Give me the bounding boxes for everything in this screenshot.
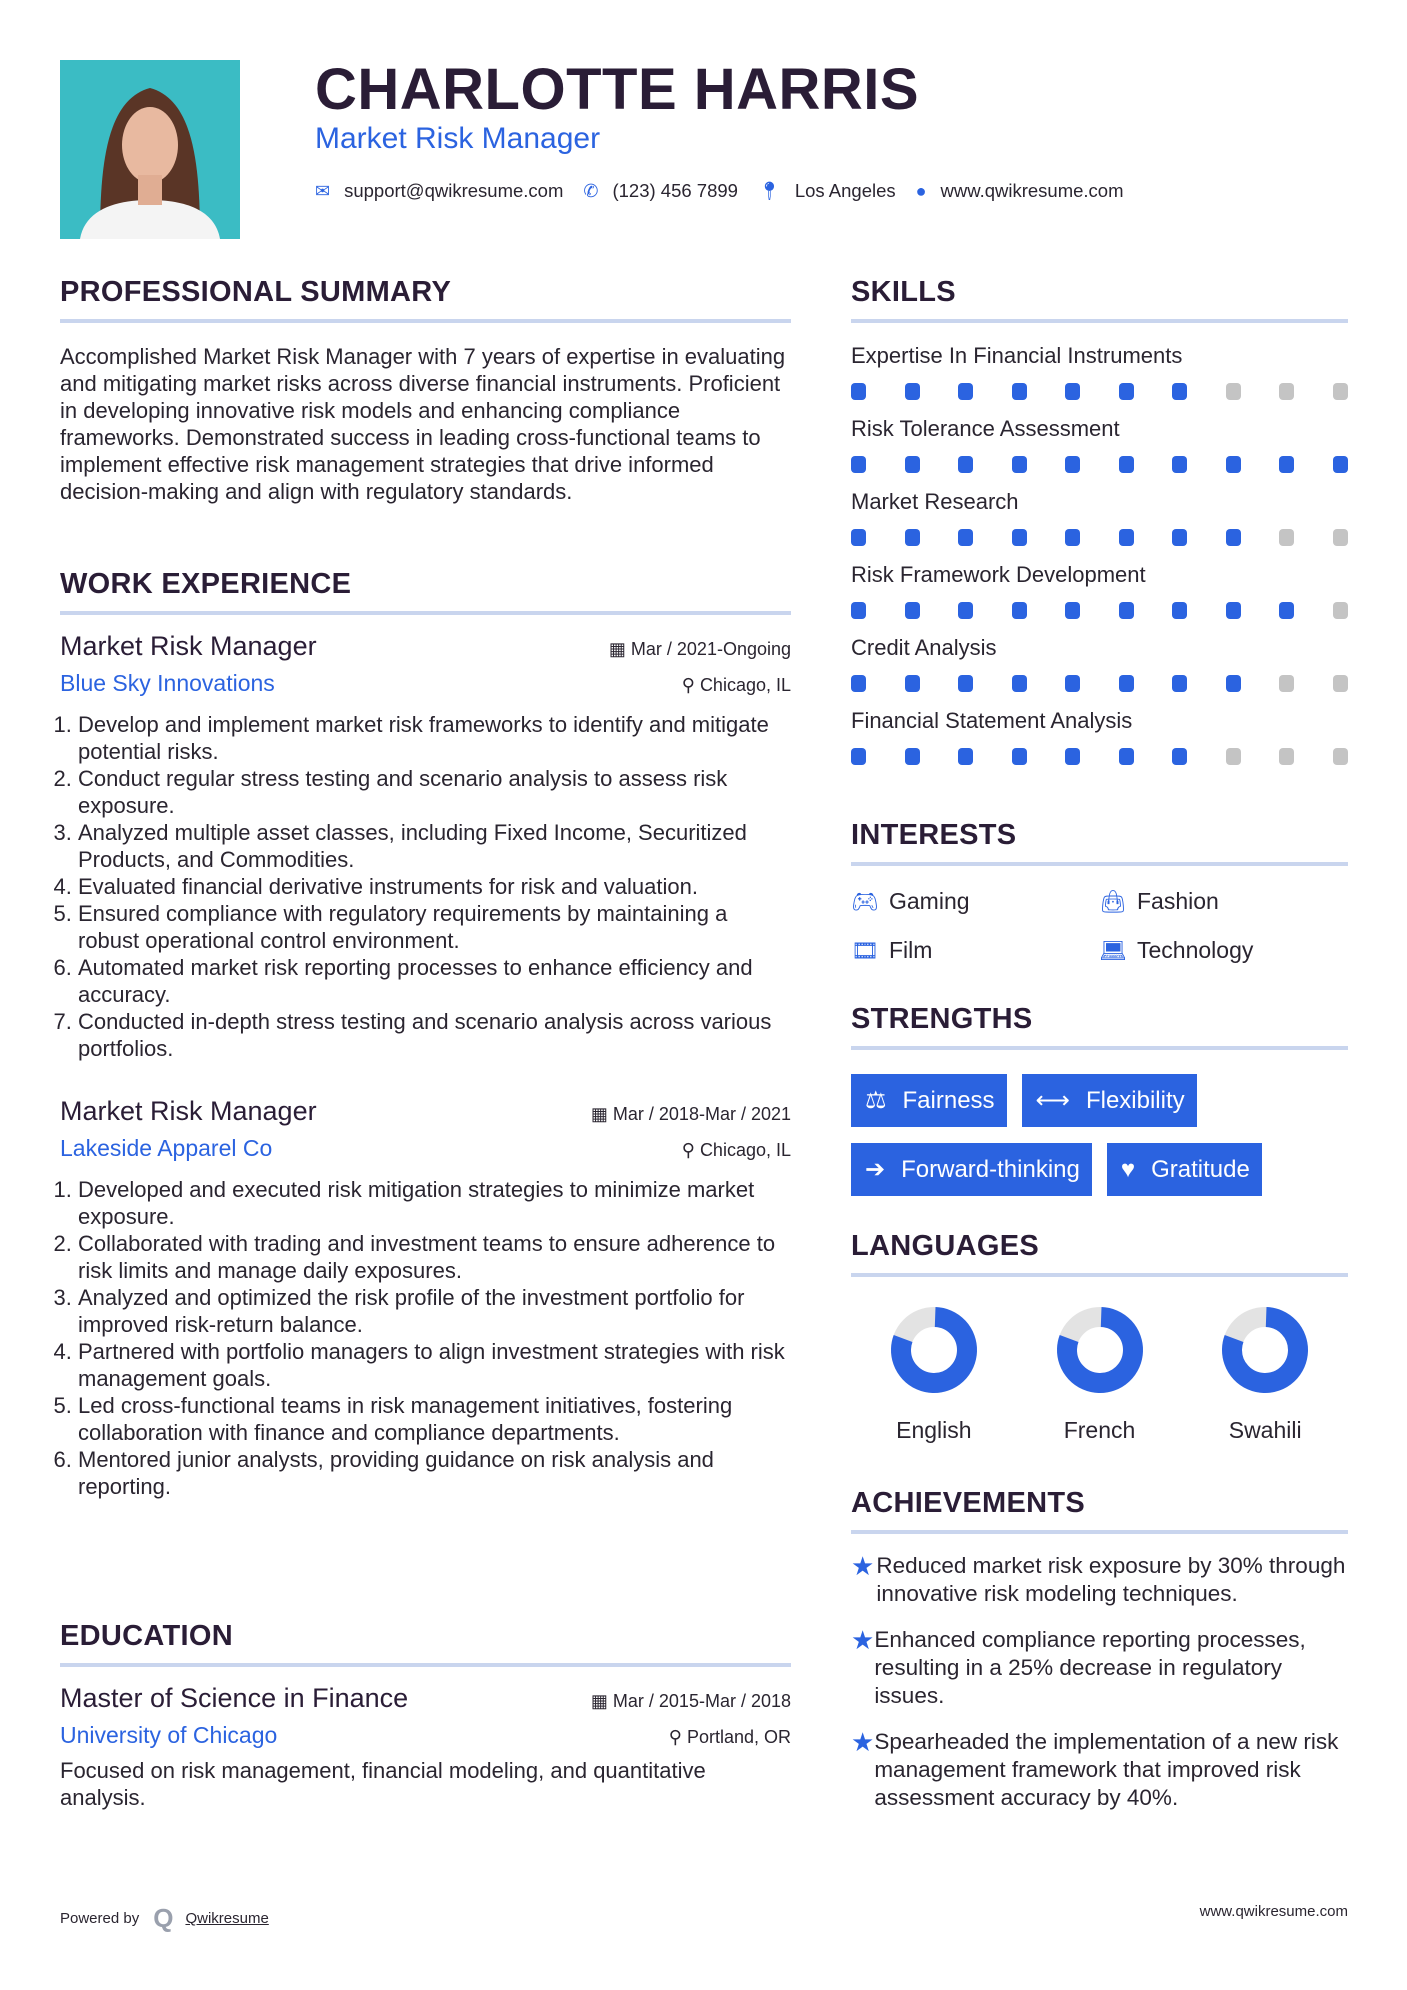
rating-dot-filled: [1226, 675, 1241, 692]
achievement-item: [851, 1626, 1348, 1710]
skills-section: [851, 276, 1348, 765]
interest-label: Film: [889, 937, 933, 963]
rating-dot-filled: [1172, 748, 1187, 765]
divider: [851, 862, 1348, 866]
contact-phone[interactable]: (123) 456 7899: [612, 180, 738, 201]
rating-dot-filled: [905, 529, 920, 546]
star-icon: ★: [851, 1551, 875, 1581]
rating-dot-filled: [1172, 675, 1187, 692]
rating-dot-empty: [1333, 529, 1348, 546]
degree-title: Master of Science in Finance: [60, 1683, 409, 1713]
section-title: EDUCATION: [60, 1620, 233, 1652]
rating-dot-filled: [958, 602, 973, 619]
bullet-item: 4. Evaluated financial derivative instruments for risk and valuation.: [78, 873, 791, 900]
footer-left: [60, 1903, 269, 1934]
bullet-item: 1. Developed and executed risk mitigation strategies to minimize market exposure.: [78, 1176, 791, 1230]
job-date-wrap: [591, 1104, 791, 1125]
brand-link[interactable]: Qwikresume: [185, 1910, 269, 1927]
section-title: WORK EXPERIENCE: [60, 568, 352, 600]
arrows-horizontal-icon: ⟷: [1035, 1087, 1070, 1114]
profile-photo: [60, 60, 240, 239]
rating-dot-filled: [851, 456, 866, 473]
bullet-item: 2. Conduct regular stress testing and scenario analysis to assess risk exposure.: [78, 765, 791, 819]
skill-rating: [851, 675, 1348, 692]
language-item: [1182, 1305, 1348, 1444]
language-donut: [1220, 1305, 1310, 1395]
bullet-item: 5. Ensured compliance with regulatory requirements by maintaining a robust operational control environment.: [78, 900, 791, 954]
achievement-item: [851, 1728, 1348, 1812]
balance-scale-icon: ⚖: [865, 1087, 887, 1114]
rating-dot-empty: [1279, 383, 1294, 400]
rating-dot-empty: [1279, 675, 1294, 692]
rating-dot-filled: [1172, 529, 1187, 546]
rating-dot-filled: [1172, 456, 1187, 473]
interest-label: Gaming: [889, 888, 970, 914]
rating-dot-filled: [905, 748, 920, 765]
calendar-icon: ▦: [608, 639, 631, 659]
rating-dot-filled: [851, 675, 866, 692]
language-donut: [889, 1305, 979, 1395]
skill-rating: [851, 383, 1348, 400]
skill-name: Market Research: [851, 489, 1019, 514]
rating-dot-empty: [1333, 383, 1348, 400]
bullet-item: 4. Partnered with portfolio managers to align investment strategies with risk management goals.: [78, 1338, 791, 1392]
company-name: Lakeside Apparel Co: [60, 1135, 273, 1161]
rating-dot-filled: [905, 456, 920, 473]
rating-dot-filled: [1119, 383, 1134, 400]
section-title: STRENGTHS: [851, 1003, 1033, 1035]
language-item: [1017, 1305, 1183, 1444]
skill-name: Financial Statement Analysis: [851, 708, 1133, 733]
rating-dot-filled: [1279, 602, 1294, 619]
strength-label: Gratitude: [1151, 1155, 1250, 1183]
interest-gaming: [851, 888, 1099, 915]
skill-name: Credit Analysis: [851, 635, 997, 660]
bullet-item: 1. Develop and implement market risk frameworks to identify and mitigate potential risks.: [78, 711, 791, 765]
film-icon: 🎞︎: [851, 937, 879, 963]
rating-dot-filled: [1065, 383, 1080, 400]
section-title: INTERESTS: [851, 819, 1017, 851]
school-name: University of Chicago: [60, 1722, 278, 1748]
language-donut: [1055, 1305, 1145, 1395]
bullet-item: 3. Analyzed multiple asset classes, including Fixed Income, Securitized Products, and Commodities.: [78, 819, 791, 873]
rating-dot-filled: [1172, 602, 1187, 619]
job-location-wrap: [682, 675, 791, 696]
job-date: Mar / 2021-Ongoing: [630, 639, 791, 659]
rating-dot-filled: [958, 529, 973, 546]
education-date: Mar / 2015-Mar / 2018: [612, 1691, 791, 1711]
job-title: Market Risk Manager: [60, 631, 317, 661]
rating-dot-filled: [1012, 748, 1027, 765]
rating-dot-filled: [905, 383, 920, 400]
job-location-wrap: [682, 1140, 791, 1161]
contact-email[interactable]: support@qwikresume.com: [344, 180, 564, 201]
language-name: French: [1063, 1417, 1136, 1443]
gamepad-icon: 🎮︎: [851, 888, 879, 914]
phone-icon: ✆: [583, 180, 599, 201]
bullet-item: 6. Mentored junior analysts, providing guidance on risk analysis and reporting.: [78, 1446, 791, 1500]
divider: [60, 319, 791, 323]
rating-dot-filled: [1012, 383, 1027, 400]
strength-gratitude: [1107, 1143, 1262, 1196]
rating-dot-filled: [905, 602, 920, 619]
achievement-text: Reduced market risk exposure by 30% through innovative risk modeling techniques.: [876, 1553, 1346, 1606]
rating-dot-filled: [905, 675, 920, 692]
skill-rating: [851, 602, 1348, 619]
divider: [851, 1273, 1348, 1277]
skill-name: Risk Tolerance Assessment: [851, 416, 1120, 441]
rating-dot-filled: [958, 748, 973, 765]
rating-dot-filled: [1226, 602, 1241, 619]
skill-rating: [851, 529, 1348, 546]
job-date-wrap: [609, 639, 791, 660]
rating-dot-filled: [958, 456, 973, 473]
contact-location: Los Angeles: [794, 180, 896, 201]
achievement-item: [851, 1552, 1348, 1608]
rating-dot-filled: [851, 529, 866, 546]
job-subheader: [60, 670, 791, 697]
strength-fairness: [851, 1074, 1007, 1127]
strength-label: Fairness: [902, 1086, 995, 1114]
divider: [60, 1663, 791, 1667]
pin-icon: ⚲: [681, 1140, 700, 1160]
rating-dot-filled: [1119, 675, 1134, 692]
rating-dot-empty: [1279, 529, 1294, 546]
rating-dot-filled: [1012, 456, 1027, 473]
job-bullets: [60, 1176, 791, 1500]
bullet-item: 6. Automated market risk reporting processes to enhance efficiency and accuracy.: [78, 954, 791, 1008]
job-entry: [60, 631, 791, 1062]
bullet-item: 5. Led cross-functional teams in risk management initiatives, fostering collaboration with finance and compliance departments.: [78, 1392, 791, 1446]
map-pin-icon: 📍︎: [757, 180, 781, 201]
rating-dot-filled: [851, 748, 866, 765]
strength-label: Flexibility: [1085, 1086, 1185, 1114]
languages-section: [851, 1230, 1348, 1444]
company-name: Blue Sky Innovations: [60, 670, 275, 696]
strength-flexibility: [1022, 1074, 1197, 1127]
envelope-icon: ✉: [315, 180, 331, 201]
rating-dot-filled: [1119, 456, 1134, 473]
education-location: Portland, OR: [686, 1727, 791, 1747]
rating-dot-filled: [1065, 748, 1080, 765]
qwikresume-logo-icon: Q: [153, 1903, 174, 1933]
strengths-section: [851, 1003, 1348, 1196]
section-title: LANGUAGES: [851, 1230, 1039, 1262]
rating-dot-filled: [1065, 456, 1080, 473]
summary-text: Accomplished Market Risk Manager with 7 years of expertise in evaluating and mitigating market risks across diverse financial instruments. Proficient in developing innovative risk models and enhancing compliance frameworks. Demonstrated success in leading cross-functional teams to implement effective risk management strategies that drive informed decision-making and align with regulatory standards.: [60, 344, 786, 504]
rating-dot-filled: [1012, 602, 1027, 619]
rating-dot-empty: [1333, 748, 1348, 765]
job-title: Market Risk Manager: [60, 1096, 317, 1126]
laptop-icon: 💻︎: [1099, 937, 1127, 963]
job-location: Chicago, IL: [699, 1140, 791, 1160]
skill-rating: [851, 456, 1348, 473]
interest-film: [851, 937, 1099, 964]
education-section: [60, 1620, 791, 1811]
job-header: [60, 631, 791, 662]
job-entry: [60, 1096, 791, 1500]
divider: [851, 1530, 1348, 1534]
heart-icon: ♥: [1120, 1155, 1136, 1183]
rating-dot-filled: [958, 383, 973, 400]
calendar-icon: ▦: [590, 1691, 613, 1711]
job-header: [60, 1096, 791, 1127]
rating-dot-filled: [1279, 456, 1294, 473]
rating-dot-filled: [1172, 383, 1187, 400]
footer-url[interactable]: www.qwikresume.com: [1199, 1903, 1348, 1920]
job-date: Mar / 2018-Mar / 2021: [612, 1104, 791, 1124]
rating-dot-empty: [1226, 383, 1241, 400]
rating-dot-filled: [1065, 602, 1080, 619]
rating-dot-filled: [1226, 529, 1241, 546]
achievements-section: [851, 1487, 1348, 1812]
job-subheader: [60, 1135, 791, 1162]
language-name: English: [896, 1417, 972, 1443]
interest-label: Fashion: [1137, 888, 1219, 914]
pin-icon: ⚲: [668, 1727, 687, 1747]
summary-section: [60, 276, 791, 505]
strength-label: Forward-thinking: [901, 1155, 1080, 1183]
interest-fashion: [1099, 888, 1347, 915]
achievement-text: Spearheaded the implementation of a new risk management framework that improved risk assessment accuracy by 40%.: [874, 1729, 1339, 1810]
achievement-text: Enhanced compliance reporting processes, resulting in a 25% decrease in regulatory issues.: [874, 1627, 1306, 1708]
rating-dot-empty: [1333, 602, 1348, 619]
candidate-name: CHARLOTTE HARRIS: [315, 57, 920, 122]
experience-section: [60, 568, 791, 1500]
divider: [60, 611, 791, 615]
contact-website[interactable]: www.qwikresume.com: [940, 180, 1124, 201]
rating-dot-filled: [1065, 529, 1080, 546]
contact-bar: [315, 180, 1144, 202]
rating-dot-filled: [1012, 675, 1027, 692]
calendar-icon: ▦: [590, 1104, 613, 1124]
rating-dot-empty: [1333, 675, 1348, 692]
rating-dot-filled: [851, 383, 866, 400]
divider: [851, 319, 1348, 323]
bullet-item: 7. Conducted in-depth stress testing and scenario analysis across various portfolios.: [78, 1008, 791, 1062]
globe-icon: ●: [915, 180, 927, 201]
rating-dot-filled: [1119, 602, 1134, 619]
shopping-bag-icon: 👜︎: [1099, 888, 1127, 914]
education-text: Focused on risk management, financial modeling, and quantitative analysis.: [60, 1758, 706, 1810]
rating-dot-filled: [1065, 675, 1080, 692]
skill-rating: [851, 748, 1348, 765]
rating-dot-empty: [1226, 748, 1241, 765]
rating-dot-filled: [1012, 529, 1027, 546]
rating-dot-filled: [1119, 529, 1134, 546]
pin-icon: ⚲: [681, 675, 700, 695]
candidate-role: Market Risk Manager: [315, 122, 601, 155]
interest-label: Technology: [1137, 937, 1254, 963]
bullet-item: 2. Collaborated with trading and investment teams to ensure adherence to risk limits and manage daily exposures.: [78, 1230, 791, 1284]
job-location: Chicago, IL: [699, 675, 791, 695]
rating-dot-filled: [1333, 456, 1348, 473]
section-title: SKILLS: [851, 276, 956, 308]
bullet-item: 3. Analyzed and optimized the risk profile of the investment portfolio for improved risk-return balance.: [78, 1284, 791, 1338]
interest-technology: [1099, 937, 1347, 964]
rating-dot-empty: [1279, 748, 1294, 765]
arrow-right-icon: ➔: [865, 1156, 886, 1183]
language-item: [851, 1305, 1017, 1444]
job-bullets: [60, 711, 791, 1062]
rating-dot-filled: [958, 675, 973, 692]
powered-by-label: Powered by: [60, 1910, 140, 1927]
divider: [851, 1046, 1348, 1050]
rating-dot-filled: [1226, 456, 1241, 473]
language-name: Swahili: [1228, 1417, 1302, 1443]
rating-dot-filled: [851, 602, 866, 619]
strength-forward-thinking: [851, 1143, 1092, 1196]
star-icon: ★: [851, 1625, 875, 1655]
interests-section: [851, 819, 1348, 964]
skill-name: Risk Framework Development: [851, 562, 1146, 587]
section-title: PROFESSIONAL SUMMARY: [60, 276, 452, 308]
skill-name: Expertise In Financial Instruments: [851, 343, 1183, 368]
star-icon: ★: [851, 1727, 875, 1757]
rating-dot-filled: [1119, 748, 1134, 765]
section-title: ACHIEVEMENTS: [851, 1487, 1086, 1519]
